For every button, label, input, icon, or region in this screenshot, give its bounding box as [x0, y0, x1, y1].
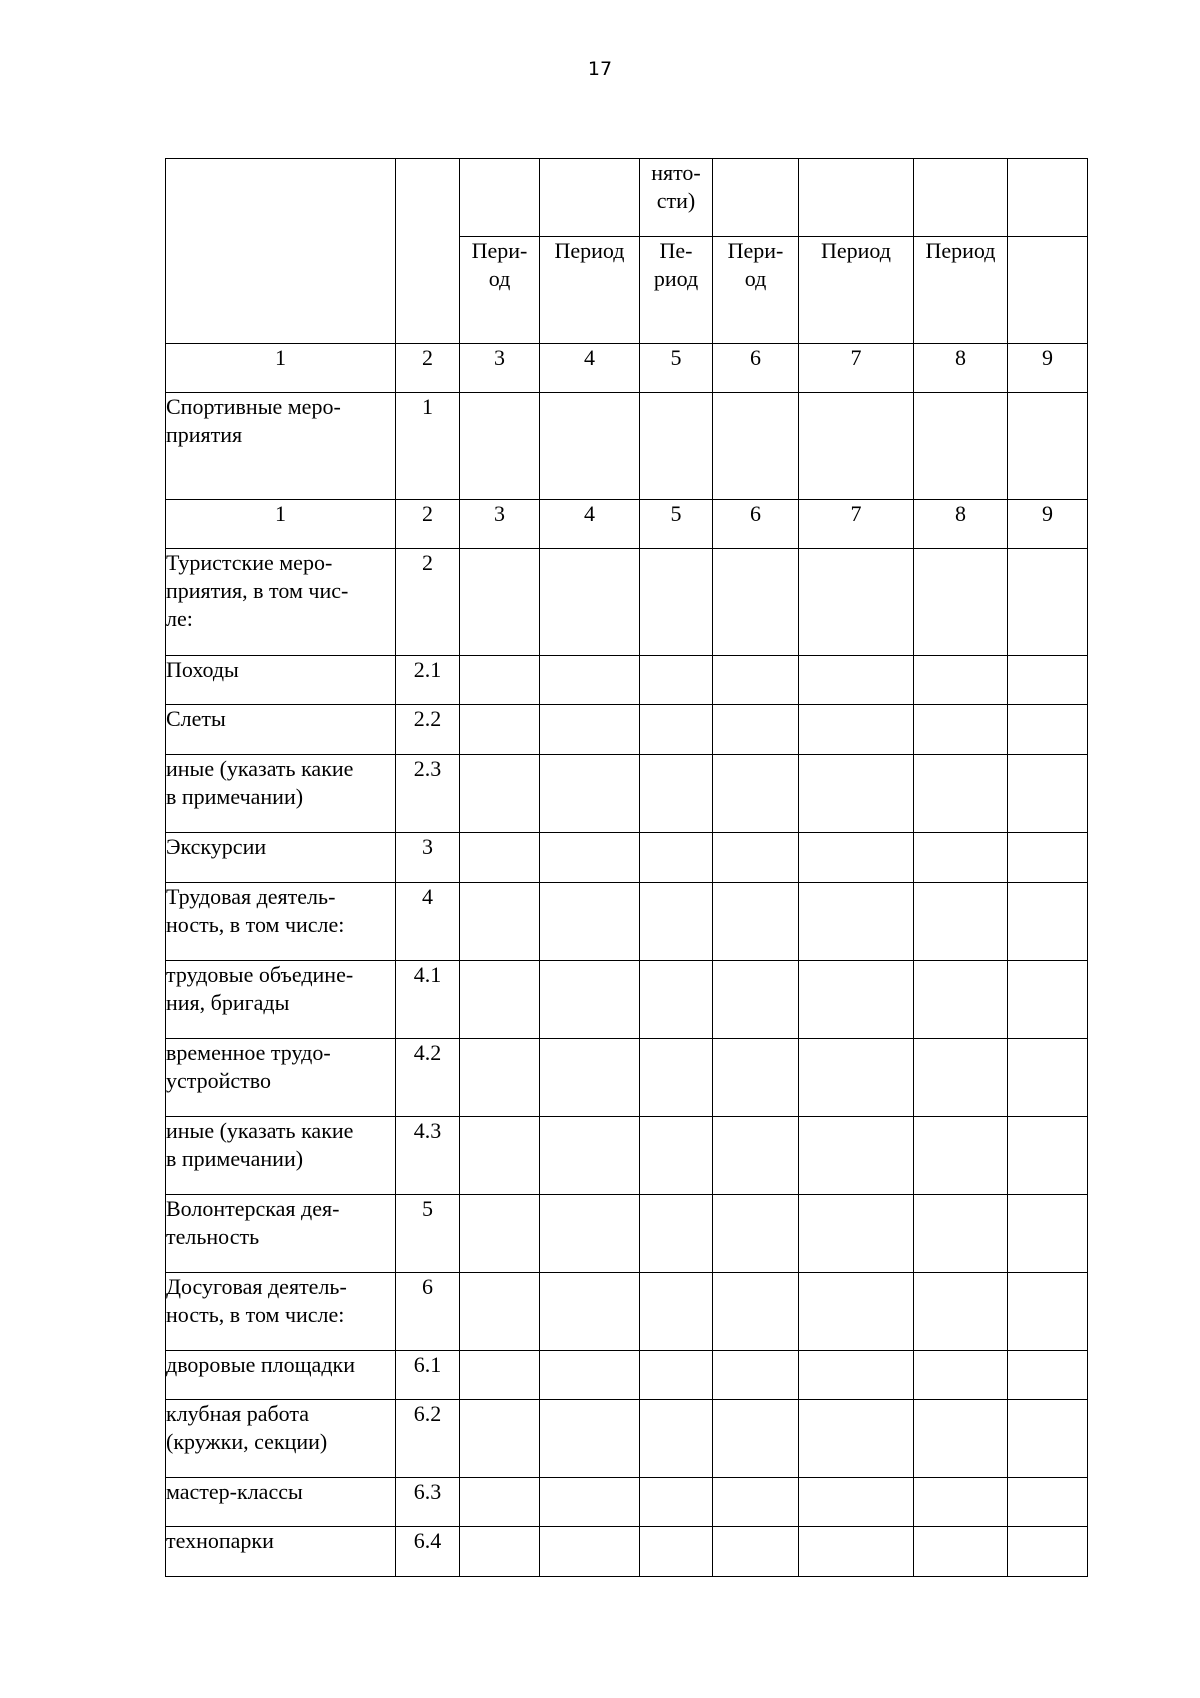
empty-cell: [460, 705, 540, 755]
row-number: 4.3: [396, 1117, 460, 1195]
empty-cell: [1008, 1039, 1088, 1117]
empty-cell: [799, 1117, 914, 1195]
empty-cell: [914, 549, 1008, 656]
header-label-cell: [166, 159, 396, 344]
row-number: 3: [396, 833, 460, 883]
empty-cell: [799, 833, 914, 883]
empty-cell: [1008, 656, 1088, 705]
empty-cell: [799, 1351, 914, 1400]
empty-cell: [914, 1400, 1008, 1478]
empty-cell: [640, 705, 713, 755]
empty-cell: [640, 549, 713, 656]
empty-cell: [799, 1527, 914, 1577]
empty-cell: [914, 656, 1008, 705]
table-row: [166, 1039, 1088, 1117]
empty-cell: [713, 1478, 799, 1527]
row-number: 2.3: [396, 755, 460, 833]
empty-cell: [640, 1039, 713, 1117]
empty-cell: [460, 393, 540, 500]
row-label: технопарки: [166, 1527, 396, 1577]
empty-cell: [799, 961, 914, 1039]
row-label: Волонтерская дея- тельность: [166, 1195, 396, 1273]
empty-cell: [640, 1400, 713, 1478]
row-label: мастер-классы: [166, 1478, 396, 1527]
empty-cell: [713, 549, 799, 656]
empty-cell: [640, 393, 713, 500]
period-header: Период: [914, 237, 1008, 344]
empty-cell: [540, 705, 640, 755]
page-number: 17: [587, 58, 613, 80]
empty-cell: [799, 705, 914, 755]
column-index: 3: [460, 344, 540, 393]
column-index: 7: [799, 344, 914, 393]
empty-cell: [1008, 1400, 1088, 1478]
table-row: [166, 1527, 1088, 1577]
empty-cell: [1008, 549, 1088, 656]
empty-cell: [799, 755, 914, 833]
column-index: 1: [166, 500, 396, 549]
row-number: 4.2: [396, 1039, 460, 1117]
empty-cell: [460, 1195, 540, 1273]
empty-cell: [1008, 1527, 1088, 1577]
header-empty-cell: [540, 159, 640, 237]
empty-cell: [914, 833, 1008, 883]
empty-cell: [460, 549, 540, 656]
empty-cell: [640, 1195, 713, 1273]
row-label: Слеты: [166, 705, 396, 755]
table-row: [166, 1351, 1088, 1400]
row-number: 6.3: [396, 1478, 460, 1527]
empty-cell: [914, 1351, 1008, 1400]
empty-cell: [914, 705, 1008, 755]
column-index: 2: [396, 344, 460, 393]
table-row: [166, 656, 1088, 705]
empty-cell: [1008, 961, 1088, 1039]
period-header: Период: [799, 237, 914, 344]
empty-cell: [1008, 393, 1088, 500]
row-label: клубная работа (кружки, секции): [166, 1400, 396, 1478]
empty-cell: [1008, 1351, 1088, 1400]
period-header: Период: [540, 237, 640, 344]
header-empty-cell: [914, 159, 1008, 237]
table-body: [166, 159, 1088, 1577]
column-index: 9: [1008, 500, 1088, 549]
empty-cell: [460, 1039, 540, 1117]
row-number: 2: [396, 549, 460, 656]
empty-cell: [799, 1273, 914, 1351]
empty-cell: [713, 656, 799, 705]
column-index: 3: [460, 500, 540, 549]
column-index: 4: [540, 500, 640, 549]
empty-cell: [713, 1400, 799, 1478]
empty-cell: [640, 961, 713, 1039]
empty-cell: [540, 549, 640, 656]
table-row: [166, 705, 1088, 755]
empty-cell: [713, 833, 799, 883]
empty-cell: [460, 1117, 540, 1195]
empty-cell: [713, 883, 799, 961]
empty-cell: [540, 393, 640, 500]
empty-cell: [1008, 705, 1088, 755]
row-number: 4.1: [396, 961, 460, 1039]
row-number: 4: [396, 883, 460, 961]
empty-cell: [1008, 755, 1088, 833]
column-index: 5: [640, 344, 713, 393]
header-empty-cell: [799, 159, 914, 237]
empty-cell: [540, 1400, 640, 1478]
table-row: [166, 1400, 1088, 1478]
header-row: [166, 159, 1088, 237]
empty-cell: [540, 961, 640, 1039]
period-header: Пери- од: [460, 237, 540, 344]
empty-cell: [460, 1527, 540, 1577]
row-number: 6: [396, 1273, 460, 1351]
column-index: 6: [713, 344, 799, 393]
table-row: [166, 1478, 1088, 1527]
header-num-cell: [396, 159, 460, 344]
empty-cell: [914, 755, 1008, 833]
empty-cell: [914, 961, 1008, 1039]
row-number: 2.1: [396, 656, 460, 705]
row-label: Спортивные меро- приятия: [166, 393, 396, 500]
header-empty-cell: [1008, 159, 1088, 237]
row-label: дворовые площадки: [166, 1351, 396, 1400]
header-empty-cell: [460, 159, 540, 237]
empty-cell: [914, 1527, 1008, 1577]
empty-cell: [713, 1195, 799, 1273]
table-row: [166, 1273, 1088, 1351]
empty-cell: [914, 883, 1008, 961]
empty-cell: [540, 1117, 640, 1195]
empty-cell: [540, 1273, 640, 1351]
empty-cell: [640, 755, 713, 833]
table-row: [166, 833, 1088, 883]
activities-table: [165, 158, 1088, 1577]
empty-cell: [713, 961, 799, 1039]
row-number: 2.2: [396, 705, 460, 755]
empty-cell: [799, 393, 914, 500]
empty-cell: [713, 705, 799, 755]
table-row: [166, 883, 1088, 961]
row-number: 1: [396, 393, 460, 500]
row-label: Туристские меро- приятия, в том чис- ле:: [166, 549, 396, 656]
empty-cell: [914, 1478, 1008, 1527]
column-index: 5: [640, 500, 713, 549]
empty-cell: [799, 883, 914, 961]
row-label: иные (указать какие в примечании): [166, 755, 396, 833]
empty-cell: [1008, 1478, 1088, 1527]
empty-cell: [1008, 883, 1088, 961]
empty-cell: [713, 393, 799, 500]
column-index: 8: [914, 344, 1008, 393]
header-empty-cell: [713, 159, 799, 237]
column-index: 1: [166, 344, 396, 393]
empty-cell: [799, 1400, 914, 1478]
empty-cell: [640, 1273, 713, 1351]
empty-cell: [640, 1527, 713, 1577]
row-label: Трудовая деятель- ность, в том числе:: [166, 883, 396, 961]
empty-cell: [914, 1273, 1008, 1351]
column-index: 4: [540, 344, 640, 393]
row-label: иные (указать какие в примечании): [166, 1117, 396, 1195]
period-header: Пери- од: [713, 237, 799, 344]
empty-cell: [799, 1478, 914, 1527]
empty-cell: [540, 1478, 640, 1527]
row-label: Экскурсии: [166, 833, 396, 883]
empty-cell: [713, 1117, 799, 1195]
empty-cell: [460, 1273, 540, 1351]
column-index: 7: [799, 500, 914, 549]
row-number: 5: [396, 1195, 460, 1273]
empty-cell: [540, 1195, 640, 1273]
period-header: Пе- риод: [640, 237, 713, 344]
empty-cell: [713, 1039, 799, 1117]
empty-cell: [713, 755, 799, 833]
header-cell-col5: нято- сти): [640, 159, 713, 237]
empty-cell: [1008, 1273, 1088, 1351]
column-index-row: [166, 500, 1088, 549]
empty-cell: [640, 1478, 713, 1527]
empty-cell: [1008, 1195, 1088, 1273]
empty-cell: [914, 1117, 1008, 1195]
empty-cell: [1008, 833, 1088, 883]
empty-cell: [540, 883, 640, 961]
row-number: 6.2: [396, 1400, 460, 1478]
empty-cell: [1008, 1117, 1088, 1195]
table-row: [166, 1117, 1088, 1195]
row-label: Досуговая деятель- ность, в том числе:: [166, 1273, 396, 1351]
empty-cell: [799, 656, 914, 705]
empty-cell: [540, 1527, 640, 1577]
empty-cell: [713, 1351, 799, 1400]
empty-cell: [799, 549, 914, 656]
empty-cell: [799, 1039, 914, 1117]
empty-cell: [460, 755, 540, 833]
empty-cell: [540, 656, 640, 705]
table-row: [166, 755, 1088, 833]
empty-cell: [460, 961, 540, 1039]
empty-cell: [540, 755, 640, 833]
column-index: 8: [914, 500, 1008, 549]
table-row: [166, 961, 1088, 1039]
row-number: 6.4: [396, 1527, 460, 1577]
empty-cell: [540, 1039, 640, 1117]
empty-cell: [640, 656, 713, 705]
empty-cell: [914, 1195, 1008, 1273]
row-number: 6.1: [396, 1351, 460, 1400]
empty-cell: [799, 1195, 914, 1273]
row-label: трудовые объедине- ния, бригады: [166, 961, 396, 1039]
row-label: Походы: [166, 656, 396, 705]
column-index: 2: [396, 500, 460, 549]
column-index: 9: [1008, 344, 1088, 393]
table-row: [166, 549, 1088, 656]
empty-cell: [713, 1527, 799, 1577]
empty-cell: [460, 1351, 540, 1400]
row-label: временное трудо- устройство: [166, 1039, 396, 1117]
empty-cell: [460, 1478, 540, 1527]
empty-cell: [460, 833, 540, 883]
empty-cell: [540, 833, 640, 883]
column-index-row: [166, 344, 1088, 393]
table-row: [166, 1195, 1088, 1273]
table-row: [166, 393, 1088, 500]
empty-cell: [640, 1117, 713, 1195]
empty-cell: [460, 1400, 540, 1478]
empty-cell: [914, 393, 1008, 500]
column-index: 6: [713, 500, 799, 549]
empty-cell: [540, 1351, 640, 1400]
empty-cell: [460, 883, 540, 961]
empty-cell: [460, 656, 540, 705]
empty-cell: [640, 1351, 713, 1400]
empty-cell: [640, 883, 713, 961]
empty-cell: [713, 1273, 799, 1351]
header-empty-cell: [1008, 237, 1088, 344]
empty-cell: [640, 833, 713, 883]
empty-cell: [914, 1039, 1008, 1117]
